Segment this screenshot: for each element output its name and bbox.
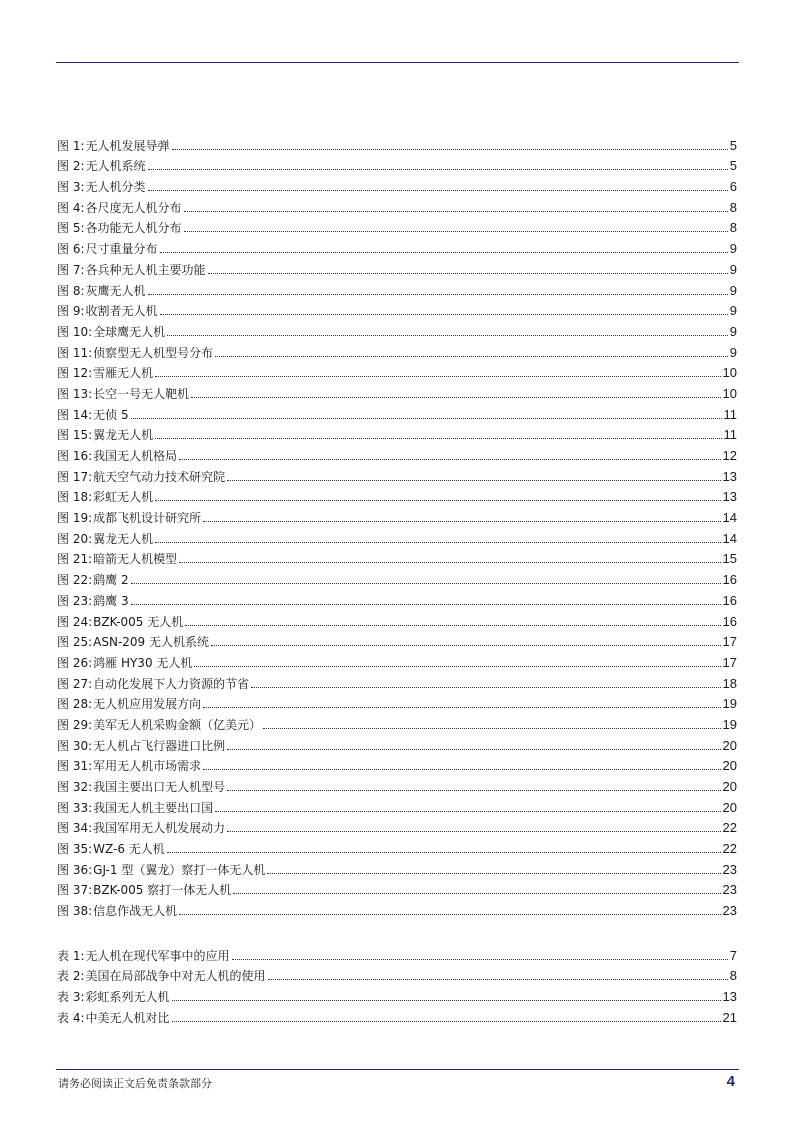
dot-leader [203,706,720,708]
figure-entry[interactable] [57,732,737,753]
figure-entry[interactable] [57,360,737,381]
dot-leader [203,520,720,522]
header-rule [56,62,739,63]
entry-page-number: 20 [722,779,737,794]
entry-label: 图 38: [57,904,93,919]
dot-leader [155,499,720,501]
entry-title: 无人机发展导弹 [85,138,170,153]
entry-title: 长空一号无人靶机 [93,386,190,401]
figure-entry[interactable] [57,525,737,546]
entry-page-number: 14 [722,530,737,546]
figure-entry[interactable] [57,608,737,629]
entry-label: 图 11: [57,345,93,360]
entry-label: 图 35: [57,842,93,857]
entry-label: 图 14: [57,407,93,422]
entry-label: 图 16: [57,449,93,463]
figure-entry[interactable] [57,670,737,691]
figure-entry[interactable] [57,566,737,587]
entry-label: 图 32: [57,780,93,794]
entry-page-number: 22 [722,820,737,836]
figure-entry[interactable] [57,215,737,236]
entry-page-number: 8 [729,968,737,984]
dot-leader [232,958,728,960]
table-entry[interactable] [57,942,737,963]
figure-entry[interactable] [57,173,737,194]
figure-entry[interactable] [57,815,737,836]
dot-leader [148,293,728,295]
entry-title: 侦察型无人机型号分布 [93,345,214,360]
entry-label: 图 17: [57,469,93,484]
entry-title: 尺寸重量分布 [85,242,158,257]
entry-title: 灰鹰无人机 [85,283,146,298]
footer-disclaimer: 请务必阅读正文后免责条款部分 [58,1077,212,1090]
entry-label: 图 36: [57,862,93,877]
entry-label: 图 10: [57,324,93,339]
figure-entry[interactable] [57,546,737,567]
figure-entry[interactable] [57,256,737,277]
dot-leader [211,644,721,646]
entry-title: 军用无人机市场需求 [93,759,202,774]
figure-entry[interactable] [57,753,737,774]
entry-title: 无人机在现代军事中的应用 [85,948,230,963]
entry-title: WZ-6 无人机 [93,842,165,857]
entry-page-number: 11 [723,406,737,422]
entry-page-number: 17 [722,654,737,670]
entry-label: 图 28: [57,697,93,712]
table-entry[interactable] [57,983,737,1004]
figure-entry[interactable] [57,422,737,443]
dot-leader [160,251,728,253]
entry-label: 图 4: [57,200,85,215]
dot-leader [267,872,720,874]
figure-entry[interactable] [57,277,737,298]
entry-title: 航天空气动力技术研究院 [93,469,226,484]
entry-page-number: 13 [722,989,737,1005]
figure-entry[interactable] [57,877,737,898]
entry-label: 图 7: [57,262,85,277]
dot-leader [155,375,720,377]
entry-page-number: 16 [722,572,737,588]
entry-title: 我国军用无人机发展动力 [93,821,226,836]
entry-page-number: 7 [729,947,737,963]
figure-entry[interactable] [57,380,737,401]
dot-leader [155,437,721,439]
figure-entry[interactable] [57,339,737,360]
entry-page-number: 13 [722,468,737,484]
entry-label: 图 34: [57,821,93,836]
entry-label: 图 37: [57,883,93,898]
entry-label: 图 15: [57,428,93,443]
dot-leader [268,978,728,980]
entry-label: 图 23: [57,593,93,608]
figure-entry[interactable] [57,897,737,918]
dot-leader [233,892,720,894]
figure-entry[interactable] [57,463,737,484]
dot-leader [184,230,728,232]
entry-label: 图 24: [57,614,93,629]
entry-page-number: 11 [723,427,737,443]
entry-label: 图 26: [57,655,93,670]
entry-title: 自动化发展下人力资源的节省 [93,676,250,691]
entry-label: 表 1: [57,948,85,963]
entry-page-number: 9 [729,241,737,257]
dot-leader [179,561,720,563]
entry-page-number: 8 [729,199,737,215]
figure-entry[interactable] [57,773,737,794]
figure-entry[interactable] [57,629,737,650]
figure-entry[interactable] [57,856,737,877]
entry-label: 图 12: [57,366,93,381]
entry-page-number: 23 [722,861,737,877]
entry-page-number: 5 [729,137,737,153]
entry-label: 图 13: [57,386,93,401]
figure-entry[interactable] [57,401,737,422]
figure-entry[interactable] [57,298,737,319]
entry-title: 我国主要出口无人机型号 [93,780,226,794]
dot-leader [160,313,728,315]
figure-entry[interactable] [57,504,737,525]
figure-entry[interactable] [57,711,737,732]
entry-label: 图 27: [57,676,93,691]
figure-entry[interactable] [57,649,737,670]
dot-leader [131,417,722,419]
dot-leader [131,603,721,605]
entry-label: 图 29: [57,717,93,732]
dot-leader [203,768,720,770]
dot-leader [172,999,721,1001]
entry-page-number: 16 [722,613,737,629]
figure-entry[interactable] [57,442,737,463]
entry-label: 图 22: [57,573,93,588]
entry-page-number: 20 [722,737,737,753]
dot-leader [227,789,720,791]
entry-title: 各兵种无人机主要功能 [85,262,206,277]
entry-title: 翼龙无人机 [93,428,154,443]
figure-entry[interactable] [57,153,737,174]
entry-title: BZK-005 察打一体无人机 [93,883,232,898]
dot-leader [215,355,728,357]
entry-title: 各功能无人机分布 [85,221,182,236]
entry-label: 图 3: [57,180,85,195]
entry-page-number: 12 [722,448,737,463]
dot-leader [251,686,720,688]
dot-leader [179,458,720,460]
entry-title: 无人机应用发展方向 [93,697,202,712]
entry-title: 我国无人机主要出口国 [93,800,214,815]
entry-page-number: 21 [722,1009,737,1025]
figure-entry[interactable] [57,484,737,505]
entry-title: 美国在局部战争中对无人机的使用 [85,969,266,984]
dot-leader [131,582,721,584]
entry-title: 鸿雁 HY30 无人机 [93,655,193,670]
entry-label: 图 25: [57,635,93,650]
entry-page-number: 15 [722,551,737,567]
entry-title: 无人机占飞行器进口比例 [93,738,226,753]
table-list [57,942,737,1025]
table-entry[interactable] [57,963,737,984]
entry-title: 全球鹰无人机 [93,324,166,339]
dot-leader [167,334,728,336]
dot-leader [263,727,720,729]
figure-entry[interactable] [57,835,737,856]
dot-leader [208,272,728,274]
entry-page-number: 20 [722,799,737,815]
dot-leader [191,396,720,398]
entry-page-number: 6 [729,179,737,195]
entry-page-number: 9 [729,261,737,277]
figure-list [57,132,737,918]
figure-entry[interactable] [57,318,737,339]
figure-entry[interactable] [57,235,737,256]
entry-title: 彩虹系列无人机 [85,990,170,1005]
entry-title: 翼龙无人机 [93,531,154,546]
entry-title: 信息作战无人机 [93,904,178,919]
dot-leader [194,665,720,667]
footer-rule [56,1069,739,1070]
entry-label: 图 20: [57,531,93,546]
dot-leader [155,541,720,543]
entry-label: 图 2: [57,159,85,174]
dot-leader [148,189,728,191]
entry-label: 图 21: [57,552,93,567]
entry-title: 无侦 5 [93,407,129,422]
entry-label: 图 9: [57,304,85,319]
entry-title: 各尺度无人机分布 [85,200,182,215]
entry-title: 彩虹无人机 [93,490,154,505]
entry-title: GJ-1 型（翼龙）察打一体无人机 [93,862,266,877]
figure-entry[interactable] [57,132,737,153]
entry-page-number: 19 [722,696,737,712]
figure-entry[interactable] [57,194,737,215]
page-number: 4 [726,1073,735,1090]
entry-page-number: 10 [722,385,737,401]
entry-page-number: 9 [729,303,737,319]
figure-entry[interactable] [57,794,737,815]
entry-label: 图 30: [57,738,93,753]
dot-leader [172,148,728,150]
dot-leader [172,1020,721,1022]
entry-label: 图 18: [57,490,93,505]
entry-page-number: 16 [722,592,737,608]
dot-leader [227,830,720,832]
entry-page-number: 19 [722,716,737,732]
dot-leader [184,210,728,212]
entry-label: 图 8: [57,283,85,298]
entry-title: 暗箭无人机模型 [93,552,178,567]
entry-label: 图 1: [57,138,85,153]
entry-title: 收割者无人机 [85,304,158,319]
entry-title: 中美无人机对比 [85,1010,170,1025]
dot-leader [167,851,721,853]
entry-label: 图 6: [57,242,85,257]
entry-title: ASN-209 无人机系统 [93,635,209,650]
dot-leader [179,913,720,915]
table-entry[interactable] [57,1004,737,1025]
figure-entry[interactable] [57,587,737,608]
entry-page-number: 9 [729,282,737,298]
entry-title: 美军无人机采购金额（亿美元） [93,717,262,732]
dot-leader [227,479,720,481]
entry-title: 雪雁无人机 [93,366,154,381]
entry-title: 鹞鹰 2 [93,573,129,588]
entry-page-number: 9 [729,323,737,339]
dot-leader [215,810,720,812]
entry-page-number: 22 [722,841,737,857]
dot-leader [148,168,728,170]
entry-label: 表 2: [57,969,85,984]
entry-page-number: 9 [729,344,737,360]
entry-page-number: 23 [722,882,737,898]
entry-title: 我国无人机格局 [93,449,178,463]
entry-title: 成都飞机设计研究所 [93,511,202,526]
entry-page-number: 8 [729,220,737,236]
entry-page-number: 18 [722,675,737,691]
entry-label: 图 19: [57,511,93,526]
entry-title: 无人机分类 [85,180,146,195]
entry-title: BZK-005 无人机 [93,614,184,629]
entry-label: 表 3: [57,990,85,1005]
entry-title: 无人机系统 [85,159,146,174]
entry-label: 图 5: [57,221,85,236]
entry-page-number: 20 [722,758,737,774]
entry-page-number: 13 [722,489,737,505]
entry-page-number: 5 [729,158,737,174]
entry-label: 表 4: [57,1010,85,1025]
entry-label: 图 31: [57,759,93,774]
entry-page-number: 23 [722,903,737,919]
entry-title: 鹞鹰 3 [93,593,129,608]
entry-page-number: 10 [722,365,737,381]
entry-page-number: 17 [722,634,737,650]
entry-page-number: 14 [722,510,737,526]
entry-label: 图 33: [57,800,93,815]
figure-entry[interactable] [57,691,737,712]
dot-leader [227,748,720,750]
dot-leader [185,624,720,626]
